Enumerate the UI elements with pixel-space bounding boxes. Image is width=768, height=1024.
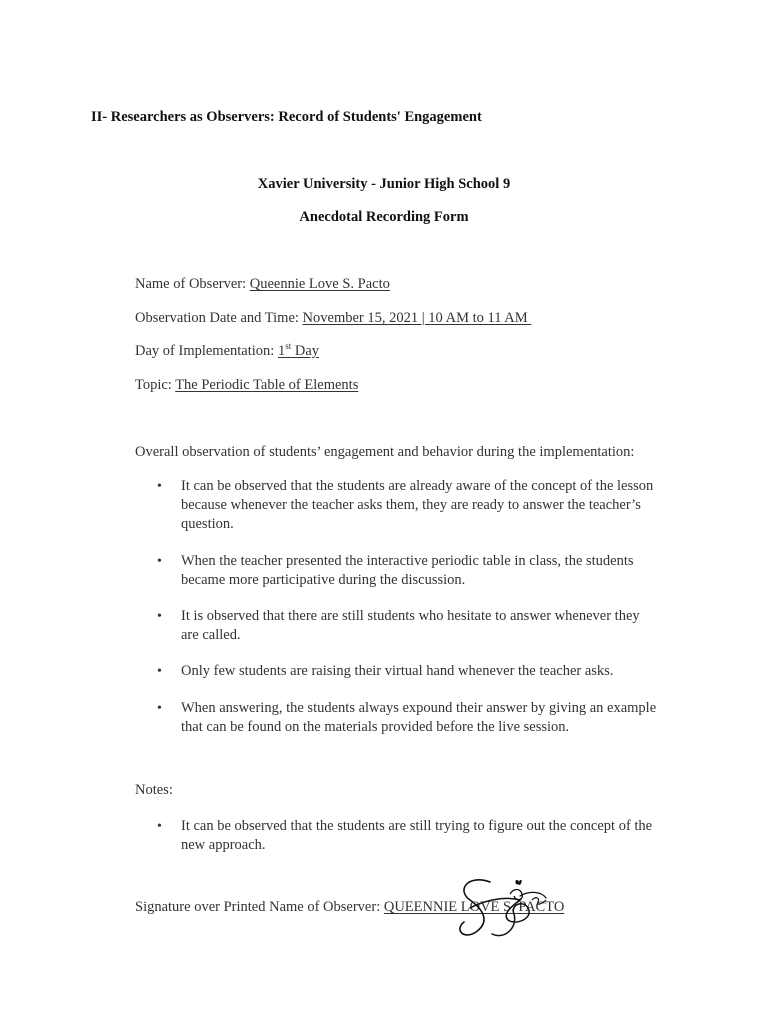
list-item — [135, 662, 695, 681]
list-item — [135, 477, 695, 534]
observer-field — [135, 276, 390, 293]
bullet-icon: • — [157, 819, 162, 834]
section-heading: II- Researchers as Observers: Record of Students' Engagement — [91, 109, 482, 125]
list-item-line: Only few students are raising their virtual hand whenever the teacher asks. — [181, 663, 614, 679]
observer-value: Queennie Love S. Pacto — [249, 276, 390, 292]
signature-printed-name: QUEENNIE LOVE S. PACTO — [383, 899, 565, 915]
day-value-word: Day — [291, 343, 320, 359]
list-item — [135, 552, 695, 590]
date-field — [135, 310, 531, 327]
signature-label: Signature over Printed Name of Observer: — [135, 899, 384, 915]
form-title: Anecdotal Recording Form — [299, 209, 469, 225]
list-item — [135, 817, 695, 855]
list-item-line: It can be observed that the students are already aware of the concept of the lesson — [181, 478, 654, 494]
list-item-line: became more participative during the discussion. — [181, 572, 466, 588]
list-item-line: It is observed that there are still students who hesitate to answer whenever they — [181, 608, 640, 624]
list-item-line: question. — [181, 516, 234, 532]
date-label: Observation Date and Time: — [135, 310, 303, 326]
institution-title: Xavier University - Junior High School 9 — [257, 176, 511, 192]
bullet-icon: • — [157, 664, 162, 679]
day-value-suffix: st — [285, 341, 292, 352]
bullet-icon: • — [157, 701, 162, 716]
day-label: Day of Implementation: — [135, 343, 278, 359]
list-item-line: because whenever the teacher asks them, they are ready to answer the teacher’s — [181, 497, 641, 513]
day-value-number: 1 — [277, 343, 286, 359]
bullet-icon: • — [157, 554, 162, 569]
notes-label: Notes: — [135, 782, 173, 798]
list-item-line: are called. — [181, 627, 241, 643]
observation-list — [135, 477, 695, 737]
list-item — [135, 607, 695, 645]
list-item-line: When the teacher presented the interactive periodic table in class, the students — [181, 553, 634, 569]
topic-label: Topic: — [135, 377, 176, 393]
observer-label: Name of Observer: — [135, 276, 250, 292]
topic-value: The Periodic Table of Elements — [175, 377, 359, 393]
topic-field — [135, 377, 358, 394]
bullet-icon: • — [157, 479, 162, 494]
list-item-line: that can be found on the materials provided before the live session. — [181, 719, 570, 735]
day-field — [135, 343, 319, 360]
list-item-line: new approach. — [181, 837, 266, 853]
handwritten-signature-icon — [450, 870, 560, 945]
bullet-icon: • — [157, 609, 162, 624]
list-item-line: It can be observed that the students are still trying to figure out the concept of the — [181, 818, 653, 834]
notes-list — [135, 817, 695, 855]
list-item — [135, 699, 695, 737]
date-value: November 15, 2021 | 10 AM to 11 AM — [302, 310, 532, 326]
list-item-line: When answering, the students always expound their answer by giving an example — [181, 700, 657, 716]
day-value — [278, 343, 319, 359]
overall-observation-intro: Overall observation of students’ engagement and behavior during the implementation: — [135, 444, 635, 460]
